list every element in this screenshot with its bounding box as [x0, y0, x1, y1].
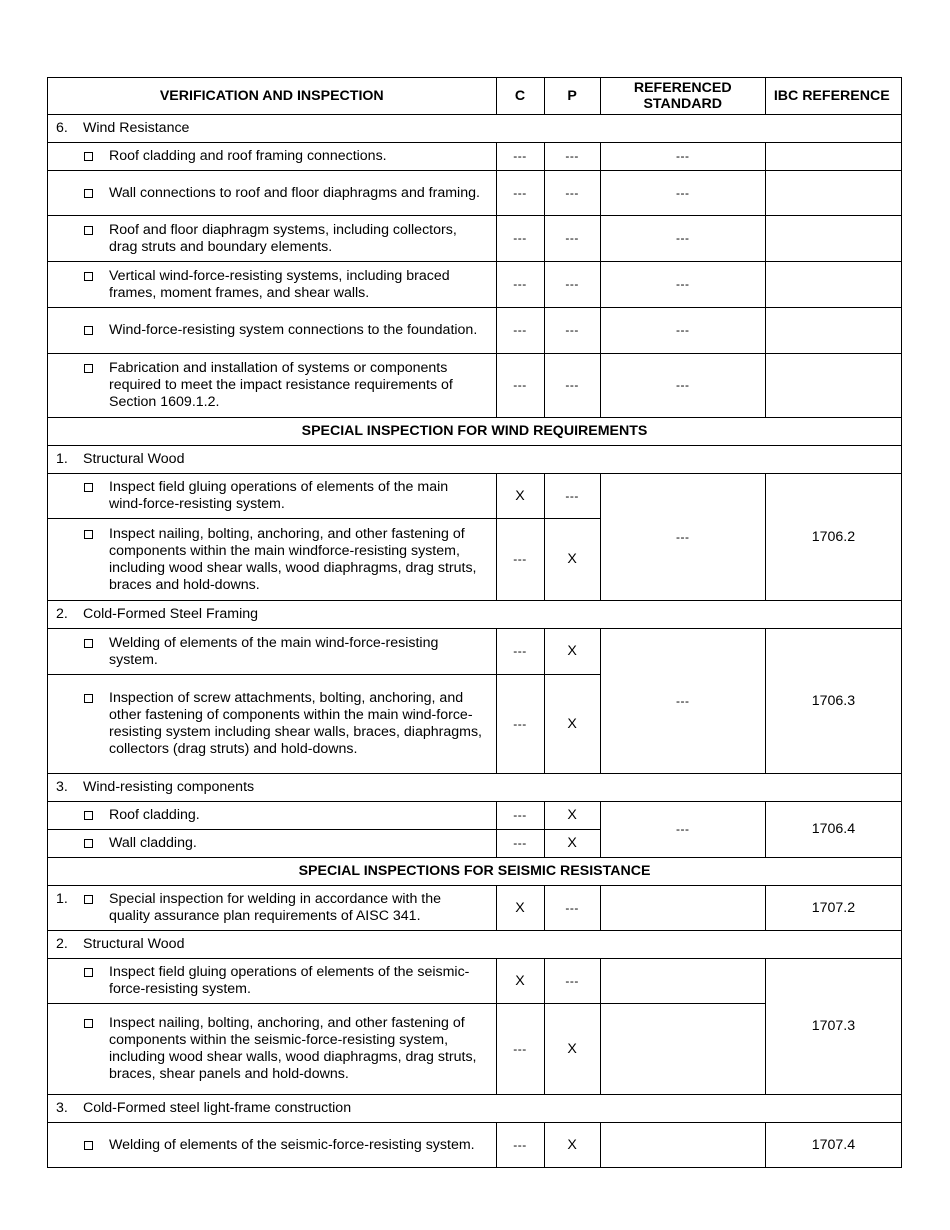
- header-c: C: [496, 78, 544, 115]
- p-value: X: [544, 802, 600, 830]
- item-text: Inspect field gluing operations of elements of the main wind-force-resisting system.: [109, 479, 449, 512]
- checkbox[interactable]: [84, 811, 93, 820]
- p-value: X: [544, 830, 600, 858]
- table-row: [48, 802, 902, 830]
- section-row-wind-structural-wood: [48, 446, 902, 474]
- band-title-seismic: SPECIAL INSPECTIONS FOR SEISMIC RESISTANCE: [48, 858, 902, 886]
- item-text: Wind-force-resisting system connections to the foundation.: [109, 322, 478, 338]
- table-row: [48, 886, 902, 931]
- ref-value: ---: [600, 354, 765, 418]
- section-number: 2.: [56, 606, 68, 622]
- table-row: [48, 308, 902, 354]
- p-value: ---: [544, 262, 600, 308]
- checkbox[interactable]: [84, 694, 93, 703]
- checkbox[interactable]: [84, 1141, 93, 1150]
- section-row-wind-resistance: [48, 115, 902, 143]
- ibc-value: 1707.3: [765, 959, 901, 1095]
- ref-value: ---: [600, 629, 765, 774]
- c-value: X: [496, 474, 544, 519]
- c-value: ---: [496, 1123, 544, 1168]
- c-value: ---: [496, 171, 544, 216]
- section-label: Structural Wood: [83, 936, 185, 952]
- ibc-value: [765, 354, 901, 418]
- section-number: 3.: [56, 779, 68, 795]
- table-row: [48, 354, 902, 418]
- p-value: X: [544, 629, 600, 675]
- checkbox[interactable]: [84, 152, 93, 161]
- c-value: ---: [496, 519, 544, 601]
- p-value: X: [544, 675, 600, 774]
- table-row: [48, 171, 902, 216]
- c-value: X: [496, 886, 544, 931]
- ref-value: ---: [600, 308, 765, 354]
- band-row-wind: [48, 418, 902, 446]
- p-value: ---: [544, 474, 600, 519]
- ibc-value: 1707.2: [765, 886, 901, 931]
- section-row-seismic-structural-wood: [48, 931, 902, 959]
- ref-value: [600, 1004, 765, 1095]
- item-text: Roof cladding.: [109, 807, 200, 823]
- band-title-wind: SPECIAL INSPECTION FOR WIND REQUIREMENTS: [48, 418, 902, 446]
- c-value: ---: [496, 308, 544, 354]
- header-verification: VERIFICATION AND INSPECTION: [48, 78, 497, 115]
- item-text: Roof cladding and roof framing connections.: [109, 148, 387, 164]
- section-row-seismic-cold-formed: [48, 1095, 902, 1123]
- item-text: Inspect field gluing operations of elements of the seismic-force-resisting system.: [109, 964, 470, 997]
- section-row-wind-components: [48, 774, 902, 802]
- table-row: [48, 474, 902, 519]
- c-value: ---: [496, 629, 544, 675]
- section-label: Cold-Formed steel light-frame construction: [83, 1100, 352, 1116]
- c-value: ---: [496, 216, 544, 262]
- ibc-value: 1707.4: [765, 1123, 901, 1168]
- ref-value: [600, 959, 765, 1004]
- item-text: Roof and floor diaphragm systems, including collectors, drag struts and boundary elements.: [109, 221, 457, 255]
- item-text: Welding of elements of the seismic-force-resisting system.: [109, 1136, 475, 1153]
- section-number: 1.: [56, 891, 68, 907]
- table-row: [48, 143, 902, 171]
- p-value: ---: [544, 216, 600, 262]
- ref-value: ---: [600, 216, 765, 262]
- checkbox[interactable]: [84, 839, 93, 848]
- checkbox[interactable]: [84, 895, 93, 904]
- ibc-value: [765, 308, 901, 354]
- checkbox[interactable]: [84, 530, 93, 539]
- item-text: Inspect nailing, bolting, anchoring, and other fastening of components within the main windforce-resisting system, including wood shear walls, wood diaphragms, drag struts, braces and hold-downs.: [109, 525, 477, 593]
- section-number: 2.: [56, 936, 68, 952]
- checkbox[interactable]: [84, 639, 93, 648]
- table-row: [48, 216, 902, 262]
- checkbox[interactable]: [84, 189, 93, 198]
- checkbox[interactable]: [84, 1019, 93, 1028]
- item-text: Wall cladding.: [109, 835, 197, 851]
- table-row: [48, 629, 902, 675]
- c-value: ---: [496, 354, 544, 418]
- item-text: Inspection of screw attachments, bolting, anchoring, and other fastening of components within the main wind-force-resisting system including shear walls, braces, diaphragms, collectors (drag struts) and hold-downs.: [109, 690, 482, 757]
- checkbox[interactable]: [84, 326, 93, 335]
- section-number: 3.: [56, 1100, 68, 1116]
- header-p: P: [544, 78, 600, 115]
- ibc-value: [765, 262, 901, 308]
- c-value: ---: [496, 1004, 544, 1095]
- ibc-value: 1706.3: [765, 629, 901, 774]
- checkbox[interactable]: [84, 226, 93, 235]
- p-value: ---: [544, 959, 600, 1004]
- ibc-value: 1706.2: [765, 474, 901, 601]
- c-value: ---: [496, 675, 544, 774]
- c-value: X: [496, 959, 544, 1004]
- p-value: ---: [544, 143, 600, 171]
- table-header-row: [48, 78, 902, 115]
- c-value: ---: [496, 262, 544, 308]
- ref-value: [600, 1123, 765, 1168]
- p-value: ---: [544, 886, 600, 931]
- section-label: Structural Wood: [83, 451, 185, 467]
- ref-value: [600, 886, 765, 931]
- p-value: X: [544, 519, 600, 601]
- ibc-value: [765, 216, 901, 262]
- p-value: ---: [544, 354, 600, 418]
- section-label: Wind Resistance: [83, 120, 190, 136]
- band-row-seismic: [48, 858, 902, 886]
- checkbox[interactable]: [84, 364, 93, 373]
- ref-value: ---: [600, 171, 765, 216]
- ref-value: ---: [600, 802, 765, 858]
- p-value: ---: [544, 308, 600, 354]
- inspection-table: [47, 77, 902, 1168]
- table-row: [48, 262, 902, 308]
- section-label: Wind-resisting components: [83, 779, 255, 795]
- ibc-value: [765, 143, 901, 171]
- p-value: X: [544, 1123, 600, 1168]
- ibc-value: 1706.4: [765, 802, 901, 858]
- item-text: Inspect nailing, bolting, anchoring, and other fastening of components within the seismic-force-resisting system, including wood shear walls, wood diaphragms, drag struts, braces, shear panels and hold-downs.: [109, 1015, 477, 1082]
- checkbox[interactable]: [84, 272, 93, 281]
- item-text: Fabrication and installation of systems or components required to meet the impact resistance requirements of Section 1609.1.2.: [109, 360, 453, 410]
- section-number: 1.: [56, 451, 68, 467]
- table-row: [48, 959, 902, 1004]
- p-value: X: [544, 1004, 600, 1095]
- ref-value: ---: [600, 262, 765, 308]
- header-referenced-standard: REFERENCED STANDARD: [600, 78, 765, 115]
- item-text: Special inspection for welding in accordance with the quality assurance plan requirements of AISC 341.: [109, 891, 442, 924]
- section-row-wind-cold-formed: [48, 601, 902, 629]
- ref-value: ---: [600, 474, 765, 601]
- c-value: ---: [496, 830, 544, 858]
- header-ibc-reference: IBC REFERENCE: [765, 78, 901, 115]
- c-value: ---: [496, 802, 544, 830]
- item-text: Wall connections to roof and floor diaphragms and framing.: [109, 184, 480, 201]
- ref-value: ---: [600, 143, 765, 171]
- item-text: Vertical wind-force-resisting systems, including braced frames, moment frames, and shear walls.: [109, 267, 450, 301]
- checkbox[interactable]: [84, 968, 93, 977]
- section-number: 6.: [56, 120, 68, 136]
- section-label: Cold-Formed Steel Framing: [83, 606, 259, 622]
- checkbox[interactable]: [84, 483, 93, 492]
- ibc-value: [765, 171, 901, 216]
- c-value: ---: [496, 143, 544, 171]
- p-value: ---: [544, 171, 600, 216]
- item-text: Welding of elements of the main wind-force-resisting system.: [109, 634, 439, 668]
- table-row: [48, 1123, 902, 1168]
